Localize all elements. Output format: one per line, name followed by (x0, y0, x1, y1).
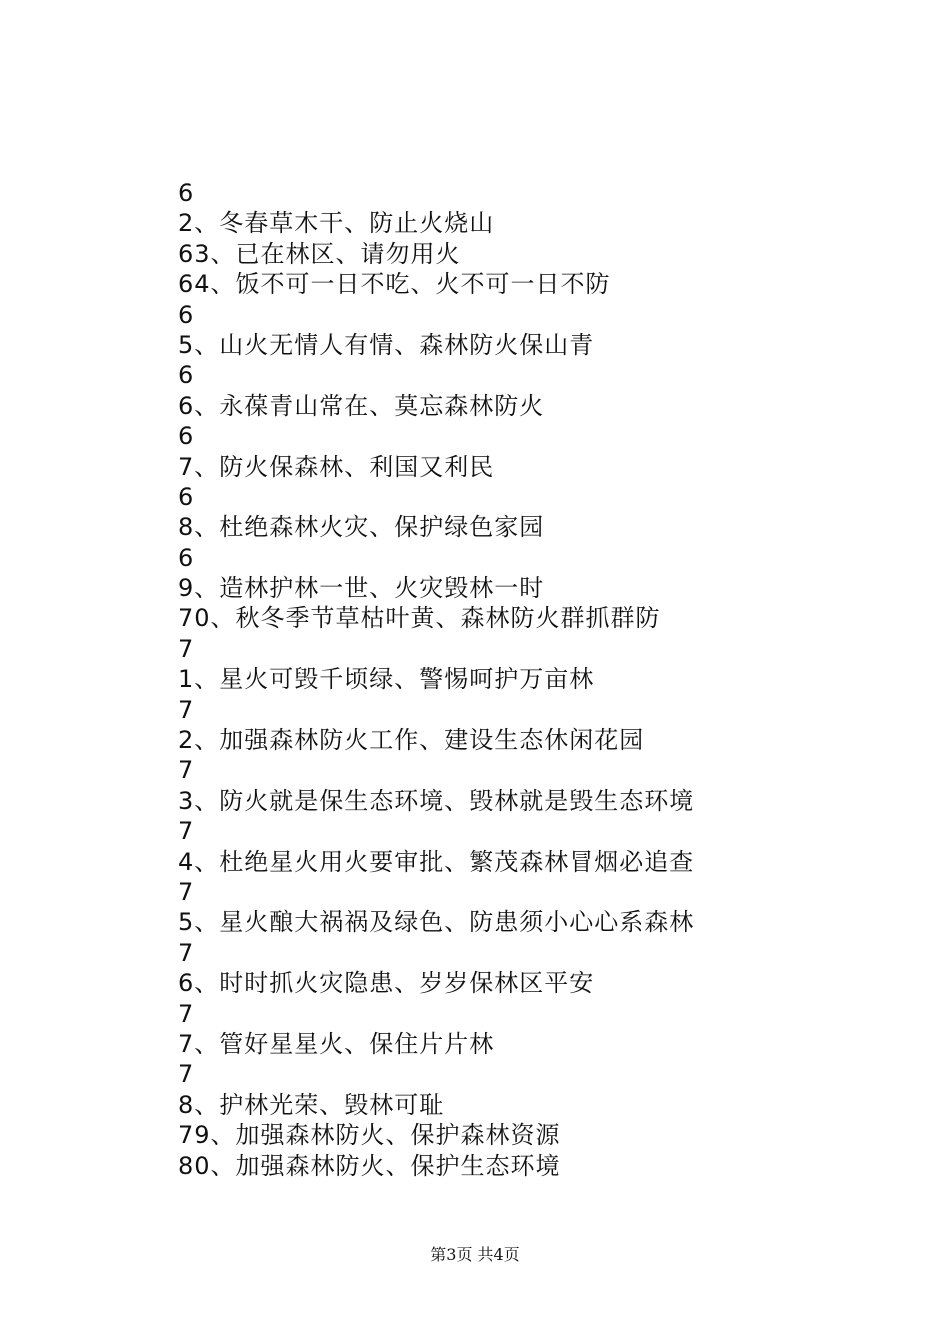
text-line: 7、防火保森林、利国又利民 (178, 452, 495, 481)
text-line: 6 (178, 422, 195, 451)
text-line: 4、杜绝星火用火要审批、繁茂森林冒烟必追查 (178, 847, 695, 876)
text-line: 6 (178, 361, 195, 390)
text-line: 6、时时抓火灾隐患、岁岁保林区平安 (178, 969, 595, 998)
text-line: 70、秋冬季节草枯叶黄、森林防火群抓群防 (178, 604, 661, 633)
text-line: 1、星火可毁千顷绿、警惕呵护万亩林 (178, 665, 595, 694)
text-line: 6 (178, 300, 195, 329)
text-line: 7 (178, 938, 195, 967)
text-line: 80、加强森林防火、保护生态环境 (178, 1151, 561, 1180)
text-line: 7 (178, 756, 195, 785)
text-line: 8、杜绝森林火灾、保护绿色家园 (178, 513, 545, 542)
page-number-footer: 第3页 共4页 (430, 1245, 520, 1264)
text-line: 6 (178, 482, 195, 511)
text-line: 5、山火无情人有情、森林防火保山青 (178, 330, 595, 359)
text-line: 5、星火酿大祸祸及绿色、防患须小心心系森林 (178, 908, 695, 937)
text-line: 6、永葆青山常在、莫忘森林防火 (178, 391, 545, 420)
text-line: 64、饭不可一日不吃、火不可一日不防 (178, 270, 611, 299)
slogan-list (178, 178, 878, 1181)
text-line: 9、造林护林一世、火灾毁林一时 (178, 574, 545, 603)
text-line: 7 (178, 999, 195, 1028)
text-line: 7 (178, 1060, 195, 1089)
text-line: 7、管好星星火、保住片片林 (178, 1029, 495, 1058)
text-line: 6 (178, 179, 195, 207)
text-line: 63、已在林区、请勿用火 (178, 239, 461, 268)
text-line: 7 (178, 817, 195, 846)
text-line: 7 (178, 695, 195, 724)
text-line: 8、护林光荣、毁林可耻 (178, 1090, 445, 1119)
text-line: 7 (178, 877, 195, 906)
text-line: 6 (178, 543, 195, 572)
text-line: 2、冬春草木干、防止火烧山 (178, 209, 495, 238)
text-line: 79、加强森林防火、保护森林资源 (178, 1121, 561, 1150)
text-line: 2、加强森林防火工作、建设生态休闲花园 (178, 726, 645, 755)
text-line: 3、防火就是保生态环境、毁林就是毁生态环境 (178, 786, 695, 815)
text-line: 7 (178, 634, 195, 663)
